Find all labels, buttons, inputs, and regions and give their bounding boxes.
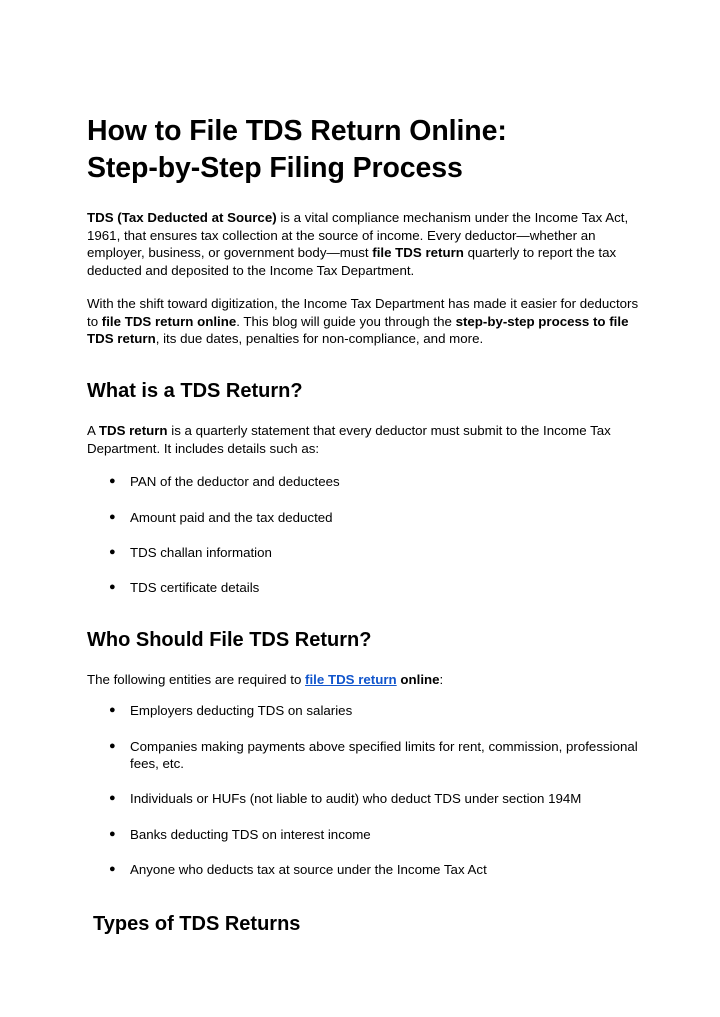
bullet-icon: ● — [109, 510, 116, 523]
who-paragraph — [87, 671, 647, 689]
list-item — [87, 826, 647, 844]
list-item — [87, 509, 647, 527]
list-item-text: Anyone who deducts tax at source under the Income Tax Act — [130, 861, 487, 877]
list-item-text: PAN of the deductor and deductees — [130, 474, 340, 490]
list-item-text: TDS challan information — [130, 544, 272, 560]
who-text-1: The following entities are required to — [87, 671, 306, 687]
document-page — [87, 113, 647, 937]
intro1-text-1: is a vital compliance mechanism under the Income Tax Act, 1961, that ensures tax collection at the source of income. Every deductor—whether an employer, business, or government body—must — [87, 210, 629, 261]
bullet-icon: ● — [109, 792, 116, 805]
file-tds-return-link[interactable]: file TDS return — [305, 671, 397, 687]
what-text-1: A — [87, 422, 99, 438]
what-paragraph — [87, 422, 647, 457]
bullet-icon: ● — [109, 827, 116, 840]
list-item — [87, 702, 647, 720]
list-item — [87, 861, 647, 879]
bullet-icon: ● — [109, 580, 116, 593]
intro1-text-2: quarterly to report the tax deducted and deposited to the Income Tax Department. — [87, 245, 617, 279]
list-item-text: Companies making payments above specified limits for rent, commission, professional fees, etc. — [130, 738, 638, 772]
what-text-2: is a quarterly statement that every deductor must submit to the Income Tax Department. It includes details such as: — [87, 422, 611, 456]
list-item-text: Employers deducting TDS on salaries — [130, 703, 353, 719]
heading-types-of-tds-returns: Types of TDS Returns — [93, 912, 301, 935]
title-line-2: Step-by-Step Filing Process — [87, 152, 463, 184]
list-item — [87, 790, 647, 808]
bullet-icon: ● — [109, 739, 116, 752]
intro1-bold-1: TDS (Tax Deducted at Source) — [87, 210, 277, 225]
who-bold-1: online — [400, 671, 440, 687]
intro1-bold-2: file TDS return — [372, 245, 464, 261]
intro2-text-1: With the shift toward digitization, the Income Tax Department has made it easier for deductors to — [87, 295, 639, 329]
bullet-icon: ● — [109, 862, 116, 875]
title-line-1: How to File TDS Return Online: — [87, 115, 507, 147]
page-title — [87, 113, 647, 187]
list-item-text: TDS certificate details — [130, 579, 260, 595]
list-item-text: Individuals or HUFs (not liable to audit) who deduct TDS under section 194M — [130, 791, 582, 807]
bullet-icon: ● — [109, 475, 116, 488]
intro2-text-3: , its due dates, penalties for non-compliance, and more. — [155, 331, 484, 347]
what-bold-1: TDS return — [98, 422, 168, 438]
list-item-text: Banks deducting TDS on interest income — [130, 826, 371, 842]
list-item — [87, 738, 647, 773]
heading-what-is-tds-return: What is a TDS Return? — [87, 379, 303, 402]
list-item — [87, 544, 647, 562]
intro-paragraph-2 — [87, 295, 647, 348]
intro-paragraph-1 — [87, 209, 647, 280]
bullet-icon: ● — [109, 704, 116, 717]
list-item — [87, 473, 647, 491]
who-text-3: : — [439, 671, 444, 687]
list-item-text: Amount paid and the tax deducted — [130, 509, 333, 525]
heading-who-should-file: Who Should File TDS Return? — [87, 628, 372, 651]
what-list — [87, 473, 647, 596]
bullet-icon: ● — [109, 545, 116, 558]
intro2-bold-2: step-by-step process to file TDS return — [87, 313, 629, 347]
intro2-bold-1: file TDS return online — [101, 313, 237, 329]
intro2-text-2: . This blog will guide you through the — [236, 313, 456, 329]
list-item — [87, 579, 647, 597]
who-list — [87, 702, 647, 878]
